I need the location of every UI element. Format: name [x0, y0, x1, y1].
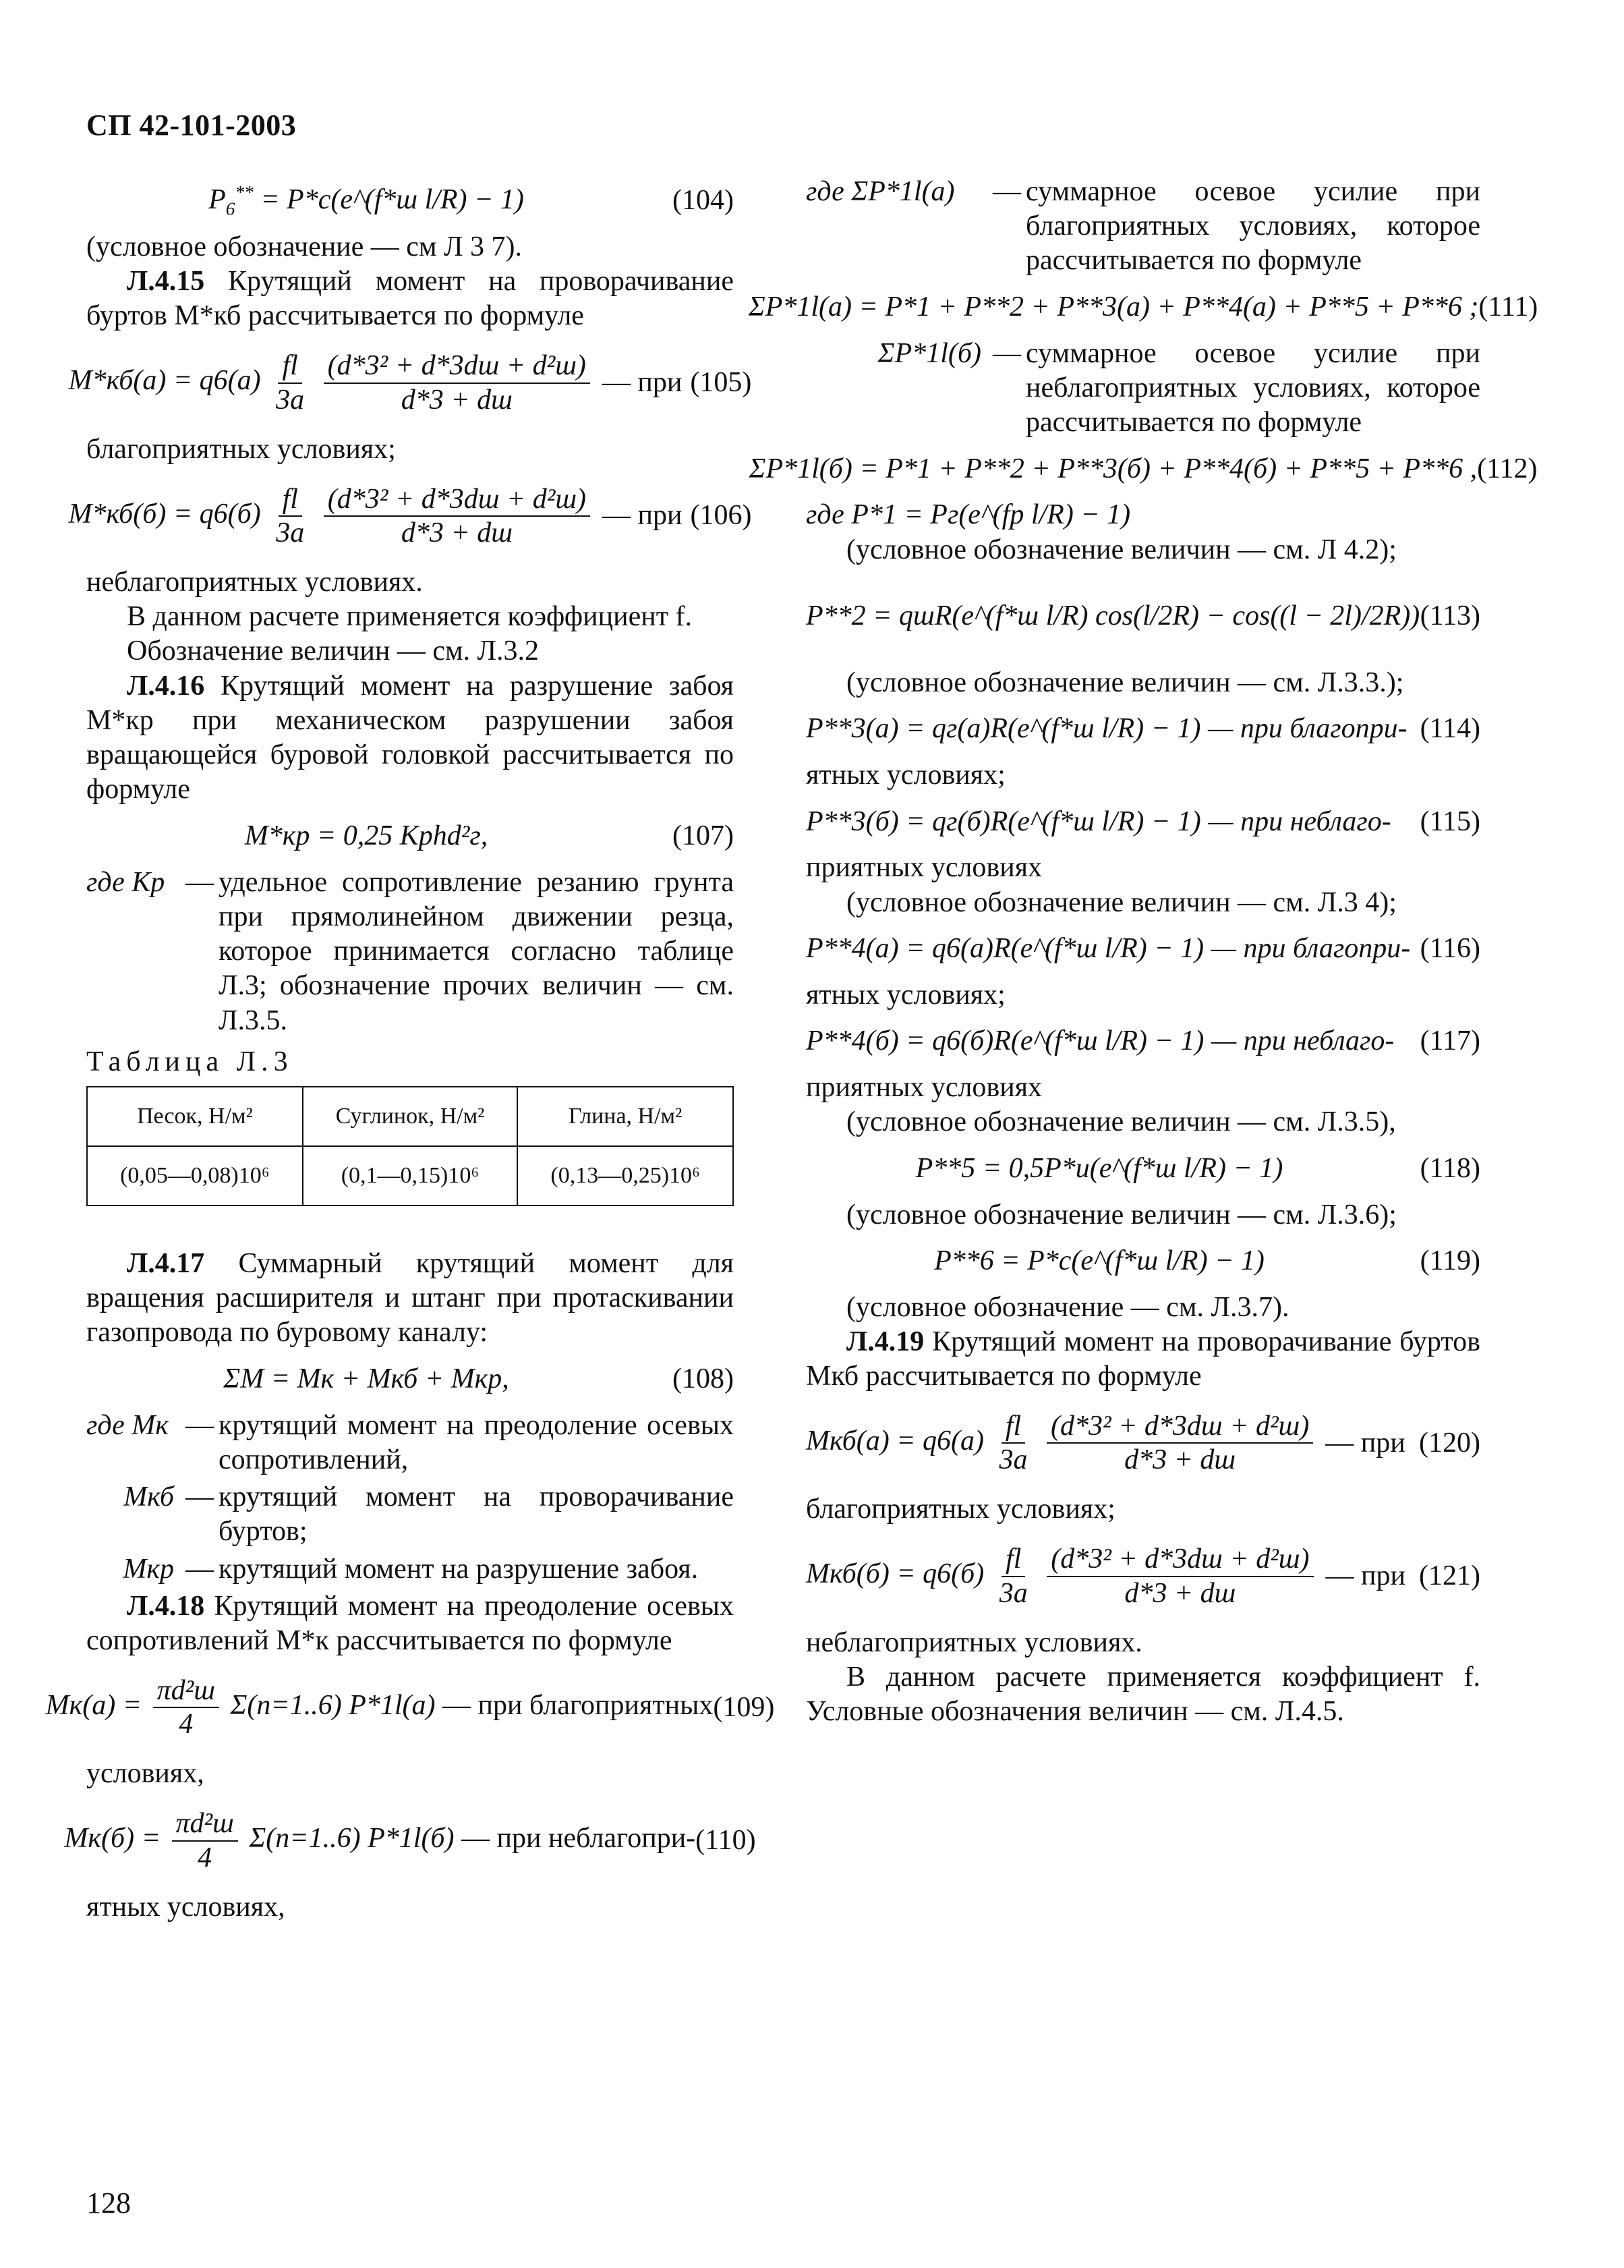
- table-row: [87, 1146, 733, 1206]
- equation-104: $P_6^{**}$ = P*c(e^(f*ш l/R) − 1) (104): [208, 182, 734, 219]
- definition-dash: —: [185, 1481, 214, 1513]
- eq112-number: (112): [1477, 453, 1538, 484]
- eq109-frac-num: πd²ш: [153, 1674, 219, 1708]
- equation-118: [806, 1145, 1480, 1193]
- note-l33: (условное обозначение величин — см. Л.3.3.);: [846, 667, 1404, 698]
- eq114-number: (114): [1420, 713, 1480, 745]
- equation-113: [806, 573, 1480, 660]
- eq110-suffix: — при неблагопри-: [461, 1823, 696, 1854]
- table-cell-loam: (0,1—0,15)10⁶: [303, 1146, 518, 1206]
- section-l417: [86, 1247, 734, 1351]
- section-l415-number: Л.4.15: [127, 266, 205, 297]
- eq121-frac1-den: 3a: [999, 1577, 1028, 1609]
- equation-108: [86, 1356, 734, 1403]
- eq121-frac2-num: (d*3² + d*3dш + d²ш): [1047, 1543, 1313, 1577]
- definition-kr-text: удельное сопротивление резанию грунта при прямолинейном движении резца, которое принимается согласно таблице Л.3; обозначение прочих величин — см. Л.3.5.: [219, 866, 734, 1036]
- eq117-formula: P**4(б) = q6(б)R(e^(f*ш l/R) − 1) — при неблаго-: [806, 1025, 1395, 1057]
- section-l418: [86, 1589, 734, 1658]
- section-l415: [86, 264, 734, 333]
- equation-121: [806, 1533, 1480, 1620]
- section-l418-number: Л.4.18: [127, 1590, 205, 1622]
- note-l42: (условное обозначение величин — см. Л 4.2);: [846, 534, 1397, 565]
- eq111-number: (111): [1478, 291, 1538, 323]
- eq105-lhs: M*кб(а) = q6(а): [68, 365, 261, 397]
- eq106-suffix: — при: [602, 500, 683, 532]
- equation-115: [806, 798, 1480, 845]
- definition-dash: —: [185, 866, 214, 898]
- table-cell-clay: (0,13—0,25)10⁶: [517, 1146, 733, 1206]
- note-l34: (условное обозначение величин — см. Л.3 4);: [846, 886, 1397, 918]
- section-l419-text: Крутящий момент на проворачивание буртов Mкб рассчитывается по формуле: [806, 1326, 1481, 1392]
- eq105-frac2: [324, 349, 590, 416]
- eq120-suffix: — при: [1325, 1427, 1405, 1458]
- eq106-frac2-num: (d*3² + d*3dш + d²ш): [324, 483, 590, 517]
- eq107-number: (107): [672, 820, 734, 851]
- section-l416: [86, 669, 734, 807]
- definition-kr-symbol: где Kр: [86, 866, 165, 898]
- section-l419-number: Л.4.19: [846, 1326, 925, 1357]
- eq110-condition: ятных условиях,: [86, 1891, 285, 1923]
- definition-dash: —: [993, 176, 1021, 207]
- definition-mk: [86, 1409, 734, 1477]
- table-cell-sand: (0,05—0,08)10⁶: [87, 1146, 303, 1206]
- definition-sum-unfavorable-text: суммарное осевое усилие при неблагоприятных условиях, которое рассчитывается по формуле: [1026, 337, 1480, 438]
- equation-105: [68, 339, 752, 427]
- section-l416-number: Л.4.16: [127, 670, 205, 702]
- eq110-number: (110): [695, 1824, 756, 1856]
- eq109-frac: [153, 1674, 219, 1741]
- equation-116: [806, 926, 1480, 973]
- table-header-row: [87, 1087, 733, 1146]
- eq114-formula: P**3(а) = qг(а)R(e^(f*ш l/R) − 1) — при благопри-: [806, 713, 1408, 745]
- eq110-frac-den: 4: [198, 1842, 212, 1873]
- eq118-number: (118): [1420, 1152, 1480, 1184]
- section-l418-text: Крутящий момент на преодоление осевых сопротивлений M*к рассчитывается по формуле: [86, 1590, 734, 1657]
- eq120-frac2-den: d*3 + dш: [1124, 1444, 1236, 1476]
- equation-120: [806, 1399, 1480, 1487]
- definition-mk-text: крутящий момент на преодоление осевых сопротивлений,: [219, 1409, 734, 1475]
- eq121-frac1: [995, 1543, 1032, 1610]
- eq105-suffix: — при: [602, 367, 683, 399]
- eq105-number: (105): [690, 367, 752, 399]
- definition-mkb: [86, 1480, 734, 1549]
- eq110-frac-num: πd²ш: [172, 1807, 238, 1841]
- equation-106: [68, 472, 752, 560]
- equation-111: [748, 284, 1538, 331]
- definition-mkb-text: крутящий момент на проворачивание буртов;: [219, 1481, 734, 1548]
- table-header-sand: Песок, Н/м²: [87, 1087, 303, 1146]
- section-l419: [806, 1325, 1480, 1394]
- equation-110: [64, 1797, 756, 1885]
- eq110-frac: [172, 1807, 238, 1874]
- definition-mkr-symbol: Mкр: [123, 1553, 174, 1585]
- eq120-frac2: [1047, 1410, 1313, 1477]
- note-l35: (условное обозначение величин — см. Л.3.5),: [846, 1106, 1396, 1138]
- coefficient-note: В данном расчете применяется коэффициент f.: [127, 601, 693, 633]
- eq118-formula: P**5 = 0,5P*и(e^(f*ш l/R) − 1): [915, 1152, 1283, 1184]
- eq106-frac2-den: d*3 + dш: [401, 517, 513, 548]
- eq121-number: (121): [1419, 1560, 1480, 1592]
- table-header-clay: Глина, Н/м²: [517, 1087, 733, 1146]
- eq115-number: (115): [1420, 805, 1480, 837]
- definition-dash: —: [185, 1409, 214, 1441]
- eq106-number: (106): [690, 500, 752, 532]
- eq120-frac1-num: fl: [1002, 1410, 1025, 1444]
- eq104-formula: = P*c(e^(f*ш l/R) − 1): [260, 184, 524, 216]
- p1-definition: где P*1 = Pг(e^(fр l/R) − 1): [806, 499, 1131, 531]
- eq104-number: (104): [672, 185, 734, 217]
- eq109-number: (109): [713, 1691, 775, 1723]
- eq105-frac2-den: d*3 + dш: [401, 384, 513, 416]
- eq106-lhs: M*кб(б) = q6(б): [68, 498, 261, 530]
- eq119-number: (119): [1420, 1245, 1480, 1277]
- eq121-frac1-num: fl: [1002, 1543, 1025, 1577]
- eq120-frac1: [995, 1410, 1032, 1477]
- eq105-frac1: [272, 349, 308, 416]
- definition-dash: —: [993, 337, 1021, 369]
- definition-dash: —: [185, 1553, 214, 1585]
- eq108-formula: ΣM = Mк + Mкб + Mкр,: [223, 1363, 509, 1395]
- section-l415-text: Крутящий момент на проворачивание буртов M*кб рассчитывается по формуле: [86, 266, 734, 332]
- eq120-frac2-num: (d*3² + d*3dш + d²ш): [1047, 1410, 1313, 1444]
- note-l36: (условное обозначение величин — см. Л.3.6);: [846, 1199, 1397, 1230]
- equation-107: [86, 813, 734, 860]
- notation-note: Обозначение величин — см. Л.3.2: [127, 635, 540, 667]
- note-l37: (условное обозначение — см. Л.3.7).: [846, 1291, 1289, 1323]
- eq120-frac1-den: 3a: [999, 1444, 1028, 1476]
- eq121-suffix: — при: [1325, 1560, 1405, 1592]
- eq112-formula: ΣP*1l(б) = P*1 + P**2 + P**3(б) + P**4(б) + P**5 + P**6 ,: [749, 453, 1478, 484]
- eq106-condition: неблагоприятных условиях.: [86, 566, 423, 598]
- eq115-condition: приятных условиях: [806, 852, 1043, 884]
- equation-119: [806, 1238, 1480, 1285]
- eq119-formula: P**6 = P*c(e^(f*ш l/R) − 1): [934, 1245, 1265, 1277]
- eq106-frac1-num: fl: [279, 483, 302, 517]
- definition-sum-unfavorable: [806, 337, 1480, 441]
- eq109-sum: Σ(n=1..6) P*1l(а): [230, 1689, 436, 1721]
- eq105-frac1-den: 3a: [276, 384, 305, 416]
- definition-sum-favorable-text: суммарное осевое усилие при благоприятных условиях, которое рассчитывается по формуле: [1026, 176, 1480, 277]
- definition-kr: [86, 866, 734, 1038]
- eq121-frac2-den: d*3 + dш: [1124, 1577, 1236, 1609]
- eq106-frac1-den: 3a: [276, 517, 305, 548]
- page-number: 128: [86, 2186, 131, 2219]
- table-title: Таблица Л.3: [86, 1046, 293, 1077]
- eq116-number: (116): [1420, 933, 1480, 965]
- eq121-lhs: Mкб(б) = q6(б): [806, 1558, 985, 1590]
- eq117-number: (117): [1420, 1025, 1480, 1057]
- eq104-label: P: [208, 184, 226, 216]
- eq110-sum: Σ(n=1..6) P*1l(б): [249, 1823, 455, 1854]
- definition-sum-favorable-symbol: где ΣP*1l(а): [806, 176, 955, 207]
- eq114-condition: ятных условиях;: [806, 760, 1006, 791]
- definition-sum-unfavorable-symbol: ΣP*1l(б): [877, 337, 981, 369]
- eq121-frac2: [1047, 1543, 1313, 1610]
- equation-112: [749, 445, 1538, 492]
- table-header-loam: Суглинок, Н/м²: [303, 1087, 518, 1146]
- eq120-condition: благоприятных условиях;: [806, 1494, 1115, 1525]
- eq121-condition: неблагоприятных условиях.: [806, 1626, 1142, 1658]
- eq113-formula: P**2 = qшR(e^(f*ш l/R) cos(l/2R) − cos((l − 2l)/2R)): [806, 600, 1420, 632]
- eq116-formula: P**4(а) = q6(а)R(e^(f*ш l/R) − 1) — при благопри-: [806, 933, 1411, 965]
- eq105-condition: благоприятных условиях;: [86, 433, 396, 465]
- eq107-formula: M*кр = 0,25 Kрhd²г,: [244, 820, 488, 851]
- eq109-lhs: Mк(а) =: [45, 1689, 142, 1721]
- eq108-number: (108): [672, 1363, 734, 1395]
- definition-mk-symbol: где Mк: [86, 1409, 169, 1441]
- eq117-condition: приятных условиях: [806, 1072, 1043, 1104]
- definition-mkr-text: крутящий момент на разрушение забоя.: [219, 1553, 699, 1585]
- document-code: СП 42-101-2003: [86, 109, 297, 142]
- eq113-number: (113): [1420, 600, 1480, 632]
- eq105-frac2-num: (d*3² + d*3dш + d²ш): [324, 349, 590, 383]
- equation-117: [806, 1018, 1480, 1065]
- eq116-condition: ятных условиях;: [806, 979, 1006, 1011]
- eq109-condition: условиях,: [86, 1758, 204, 1790]
- eq120-lhs: Mкб(а) = q6(а): [806, 1425, 984, 1457]
- definition-mkb-symbol: Mкб: [123, 1481, 174, 1513]
- eq106-frac2: [324, 483, 590, 550]
- left-column: [45, 172, 775, 1925]
- eq120-number: (120): [1419, 1427, 1480, 1458]
- eq115-formula: P**3(б) = qг(б)R(e^(f*ш l/R) − 1) — при неблаго-: [806, 805, 1391, 837]
- equation-114: [806, 706, 1480, 753]
- eq109-suffix: — при благоприятных: [442, 1689, 714, 1721]
- definition-sum-favorable: [806, 175, 1480, 279]
- right-column: [748, 172, 1538, 1729]
- table-l3: [86, 1086, 734, 1206]
- section-l417-text: Суммарный крутящий момент для вращения расширителя и штанг при протаскивании газопровода по буровому каналу:: [86, 1247, 734, 1349]
- eq110-lhs: Mк(б) =: [64, 1823, 161, 1854]
- eq111-formula: ΣP*1l(а) = P*1 + P**2 + P**3(а) + P**4(а) + P**5 + P**6 ;: [748, 291, 1479, 323]
- section-l417-number: Л.4.17: [127, 1247, 205, 1279]
- eq104-note: (условное обозначение — см Л 3 7).: [86, 231, 522, 262]
- eq109-frac-den: 4: [179, 1709, 194, 1740]
- equation-109: [45, 1664, 775, 1751]
- definition-mkr: [86, 1552, 734, 1587]
- final-note: В данном расчете применяется коэффициент f. Условные обозначения величин — см. Л.4.5.: [806, 1661, 1480, 1728]
- section-l416-text: Крутящий момент на разрушение забоя M*кр при механическом разрушении забоя вращающейся буровой головкой рассчитывается по формуле: [86, 670, 734, 805]
- eq106-frac1: [272, 483, 308, 550]
- eq105-frac1-num: fl: [278, 349, 301, 383]
